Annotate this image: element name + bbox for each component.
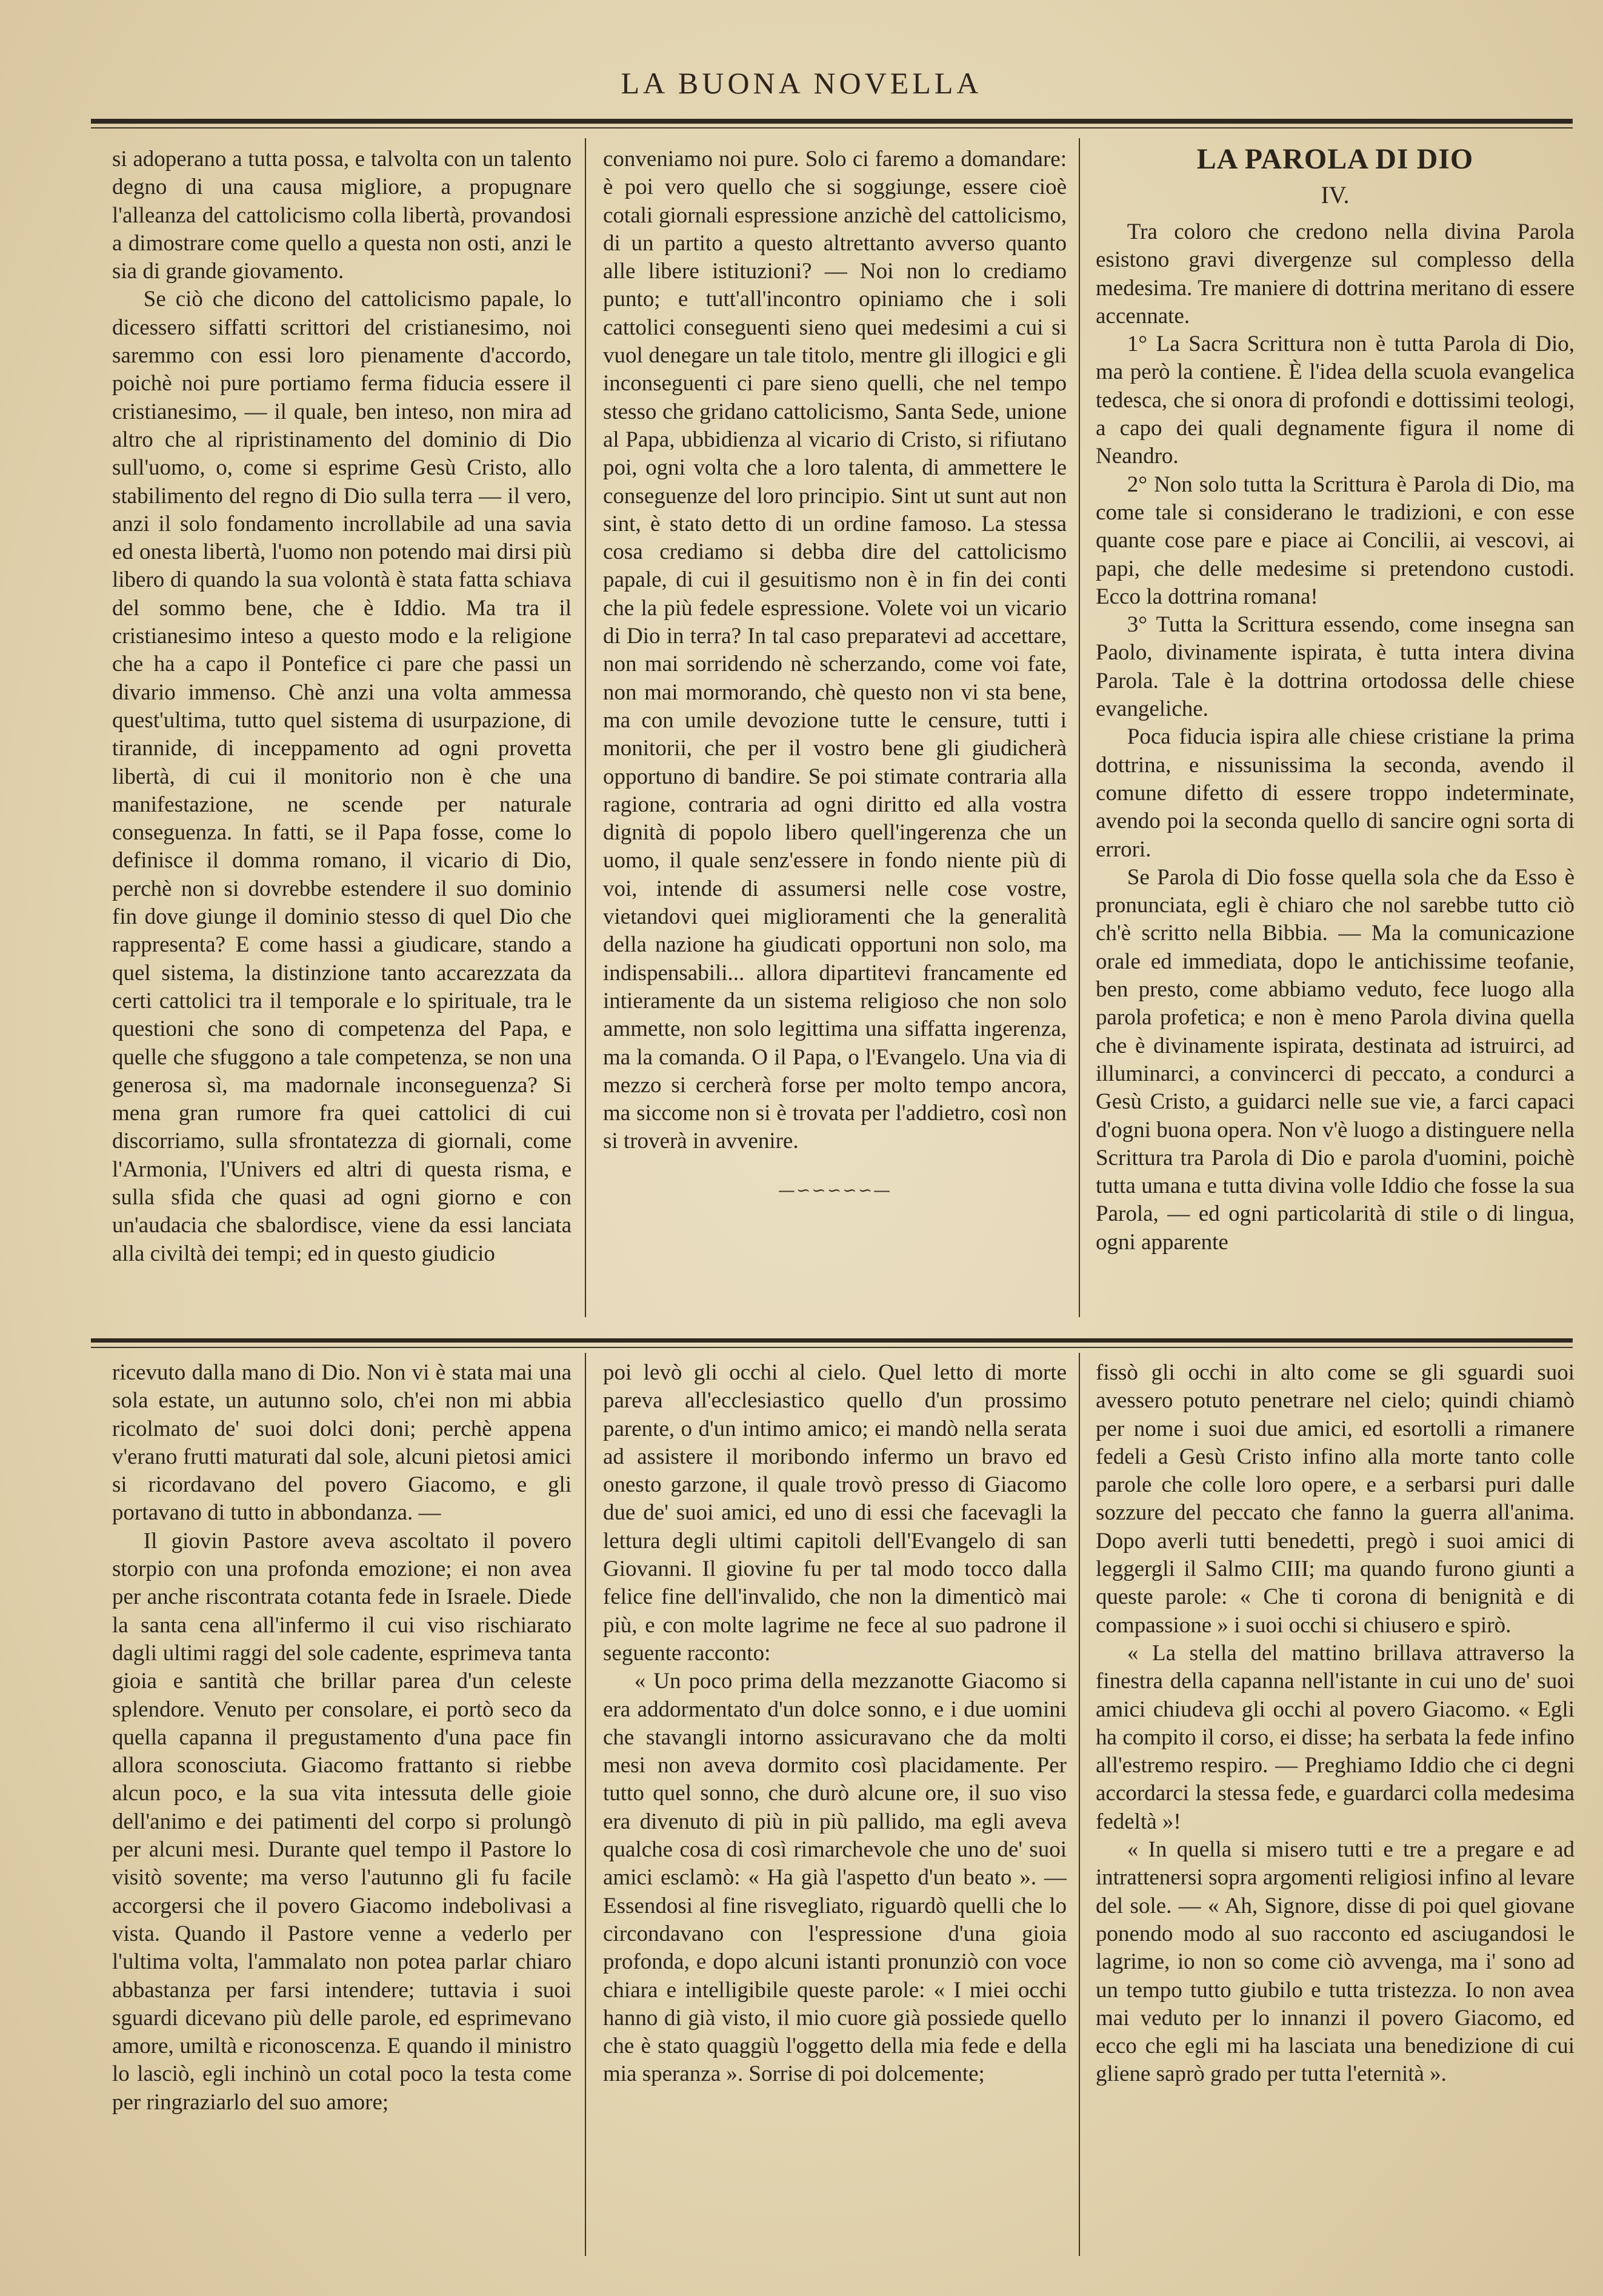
column-rule xyxy=(585,138,586,1317)
paragraph: Se ciò che dicono del cattolicismo papale, lo dicessero siffatti scrittori del cristianesimo, noi saremmo con essi loro pienamente d'accordo, poichè noi pure portiamo ferma fiducia essere il cristianesimo, — il quale, ben inteso, non mira ad altro che al ripristinamento del dominio di Dio sull'uomo, o, come si esprime Gesù Cristo, allo stabilimento del regno di Dio sulla terra — il vero, anzi il solo fondamento incrollabile ad una savia ed onesta libertà, l'uomo non potendo mai dirsi più libero di quando la sua volontà è stata fatta schiava del sommo bene, che è Iddio. Ma tra il cristianesimo inteso a questo modo e la religione che ha a capo il Pontefice ci pare che passi un divario immenso. Chè anzi una volta ammessa quest'ultima, tutto quel sistema di usurpazione, di tirannide, di inceppamento ad ogni provetta libertà, di cui il monitorio non è che una manifestazione, ne scende per naturale conseguenza. In fatti, se il Papa fosse, come lo definisce il domma romano, il vicario di Dio, perchè non si dovrebbe estendere il suo dominio fin dove giunge il dominio stesso di quel Dio che rappresenta? E come hassi a giudicare, stando a quel sistema, la distinzione tanto accarezzata da certi cattolici tra il temporale e lo spirituale, tra le questioni che sono di competenza del Papa, e quelle che sfuggono a tale competenza, se non una generosa sì, ma madornale inconseguenza? Si mena gran rumore fra quei cattolici di cui discorriamo, sulla sfrontatezza di giornali, come l'Armonia, l'Univers ed altri di questa risma, e sulla sfida che quasi ad ogni giorno e con un'audacia che sbalordisce, viene da essi lanciata alla civiltà dei tempi; ed in questo giudicio xyxy=(112,287,572,1266)
paragraph: 1° La Sacra Scrittura non è tutta Parola di Dio, ma però la contiene. È l'idea della scuola evangelica tedesca, che si onora di profondi e dottissimi teologi, a capo dei quali degnamente figura il nome di Neandro. xyxy=(1096,332,1575,469)
paragraph: « In quella si misero tutti e tre a pregare e ad intrattenersi sopra argomenti religiosi infino al levare del sole. — « Ah, Signore, disse di poi quel giovane ponendo modo al suo racconto ed asciugandosi le lagrime, io non so come ciò avvenga, ma i' sono ad un tempo tutto giubilo e tutta tristezza. Io non avea mai veduto per lo innanzi il povero Giacomo, ed ecco che egli mi ha lasciata una benedizione di cui gliene saprò grado per tutta l'eternità ». xyxy=(1096,1837,1575,2087)
paragraph: Tra coloro che credono nella divina Parola esistono gravi divergenze sul complesso della medesima. Tre maniere di dottrina meritano di essere accennate. xyxy=(1096,219,1575,329)
section-title: LA PAROLA DI DIO xyxy=(1196,143,1474,175)
story-column-3 xyxy=(1096,1359,1575,2268)
masthead: LA BUONA NOVELLA xyxy=(621,66,982,100)
paragraph: conveniamo noi pure. Solo ci faremo a domandare: è poi vero quello che si soggiunge, essere cioè cotali giornali espressione anzichè del cattolicismo, di un partito a questo altrettanto avverso quanto alle libere istituzioni? — Noi non lo crediamo punto; e tutt'all'incontro opiniamo che i soli cattolici conseguenti sieno quei medesimi a cui si vuol denegare un tale titolo, mentre gli illogici e gli inconseguenti ci pare sieno quelli, che nel tempo stesso che gridano cattolicismo, Santa Sede, unione al Papa, ubbidienza al vicario di Cristo, si rifiutano poi, ogni volta che a loro talenta, di ammettere le conseguenze del loro principio. Sint ut sunt aut non sint, è stato detto di un ordine famoso. La stessa cosa crediamo si debba dire del cattolicismo papale, di cui il gesuitismo non è in fin dei conti che la più fedele espressione. Volete voi un vicario di Dio in terra? In tal caso preparatevi ad accettare, non mai sorridendo nè scherzando, come voi fate, non mai mormorando, chè questo non vi sta bene, ma con umile devozione tutte le censure, tutti i monitorii, che per il vostro bene gli giudicherà opportuno di bandire. Se poi stimate contraria alla ragione, contraria ad ogni diritto ed alla vostra dignità di popolo libero quell'ingerenza che un uomo, il quale senz'essere in fondo niente più di voi, intende di assumersi nelle cose vostre, vietandovi quei miglioramenti che la generalità della nazione ha giudicati opportuni non solo, ma indispensabili... allora dipartitevi francamente ed intieramente da un sistema religioso che non solo ammette, non solo legittima una siffatta ingerenza, ma la comanda. O il Papa, o l'Evangelo. Una via di mezzo si cercherà forse per molto tempo ancora, ma siccome non si è trovata per l'addietro, così non si troverà in avvenire. xyxy=(603,147,1067,1154)
paragraph: « La stella del mattino brillava attraverso la finestra della capanna nell'istante in cui uno de' suoi amici chiudeva gli occhi al povero Giacomo. « Egli ha compito il corso, ei disse; ha serbata la fede infino all'estremo respiro. — Preghiamo Iddio che ci degni accordarci la stessa fede, e guardarci colla medesima fedeltà »! xyxy=(1096,1640,1575,1834)
paragraph: fissò gli occhi in alto come se gli sguardi suoi avessero potuto penetrare nel cielo; quindi chiamò per nome i suoi due amici, ed esortolli a rimanere fedeli a Gesù Cristo infino alla morte tanto colle parole che colle loro opere, e a serbarsi puri dalle sozzure del peccato che fanno la guerra all'anima. Dopo averli tutti benedetti, pregò i suoi amici di leggergli il Salmo CIII; ma quando furono giunti a queste parole: « Che ti corona di benignità e di compassione » i suoi occhi si chiusero e spirò. xyxy=(1096,1360,1575,1638)
article-column-2 xyxy=(603,145,1067,1324)
section-ornament: —∽∽∽∽∽— xyxy=(778,1180,892,1200)
section-divider xyxy=(91,1338,1573,1343)
paragraph: 3° Tutta la Scrittura essendo, come insegna san Paolo, divinamente ispirata, è tutta intera divina Parola. Tale è la dottrina ortodossa delle chiese evangeliche. xyxy=(1096,612,1575,722)
paragraph: Se Parola di Dio fosse quella sola che da Esso è pronunciata, egli è chiaro che nol sarebbe tutto ciò ch'è scritto nella Bibbia. — Ma la comunicazione orale ed immediata, dopo le antichissime teofanie, ben presto, come abbiamo veduto, fece luogo alla parola profetica; e non è meno Parola divina quella che è divinamente ispirata, destinata ad istruirci, ad illuminarci, a convincerci di peccato, a condurci a Gesù Cristo, a guidarci nelle sue vie, a farci capaci d'ogni buona opera. Non v'è luogo a distinguere nella Scrittura tra Parola di Dio e parola d'uomini, poichè tutta umana e tutta divina volle Iddio che fosse la sua Parola, — ed ogni particolarità di stile o di lingua, ogni apparente xyxy=(1096,864,1575,1255)
paragraph: poi levò gli occhi al cielo. Quel letto di morte pareva all'ecclesiastico quello d'un prossimo parente, o d'un intimo amico; ei mandò nella serata ad assistere il moribondo infermo un bravo ed onesto garzone, il quale trovò presso di Giacomo due de' suoi amici, ed uno di essi che facevagli la lettura degli ultimi capitoli dell'Evangelo di san Giovanni. Il giovine fu per tal modo tocco dalla felice fine dell'invalido, che non la dimenticò mai più, e con molte lagrime ne fece al suo padrone il seguente racconto: xyxy=(603,1360,1067,1666)
paragraph: ricevuto dalla mano di Dio. Non vi è stata mai una sola estate, un autunno solo, ch'ei non mi abbia ricolmato de' suoi dolci doni; perchè appena v'erano frutti maturati dal sole, alcuni pietosi amici si ricordavano del povero Giacomo, e gli portavano di tutto in abbondanza. — xyxy=(112,1360,572,1526)
paragraph: Poca fiducia ispira alle chiese cristiane la prima dottrina, e nissunissima la seconda, avendo il comune difetto di essere troppo indeterminate, avendo poi la seconda quello di sancire ogni sorta di errori. xyxy=(1096,724,1575,862)
paragraph: Il giovin Pastore aveva ascoltato il povero storpio con una profonda emozione; ei non avea per anche riscontrata cotanta fede in Israele. Diede la santa cena all'infermo il cui viso rischiarato dagli ultimi raggi del sole cadente, esprimeva tanta gioia e santità che brillar parea d'un celeste splendore. Venuto per consolare, ei portò seco da quella capanna il pregustamento d'una pace fin allora sconosciuta. Giacomo frattanto si riebbe alcun poco, e la sua vita intessuta delle gioie dell'animo e dei patimenti del corpo si prolungò per alcuni mesi. Durante quel tempo il Pastore lo visitò sovente; ma verso l'autunno gli fu facile accorgersi che il povero Giacomo indebolivasi a vista. Quando il Pastore venne a vederlo per l'ultima volta, l'ammalato non potea parlar chiaro abbastanza per farsi intendere; tuttavia i suoi sguardi dicevano più delle parole, ed esprimevano amore, umiltà e riconoscenza. E quando il ministro lo lasciò, egli inchinò un cotal poco la testa come per ringraziarlo del suo amore; xyxy=(112,1528,572,2115)
header-rule-thin xyxy=(91,127,1573,128)
header-rule xyxy=(91,119,1573,124)
column-rule xyxy=(1079,138,1080,1317)
section-number: IV. xyxy=(1321,181,1350,209)
column-rule xyxy=(1079,1353,1080,2256)
column-rule xyxy=(585,1353,586,2256)
section-divider-thin xyxy=(91,1347,1573,1348)
paragraph: 2° Non solo tutta la Scrittura è Parola di Dio, ma come tale si considerano le tradizioni, e con esse quante cose pare e piace ai Concilii, ai vescovi, ai papi, che delle medesime si pretendono custodi. Ecco la dottrina romana! xyxy=(1096,472,1575,609)
story-column-2 xyxy=(603,1359,1067,2268)
paragraph: si adoperano a tutta possa, e talvolta con un talento degno di una causa migliore, a propugnare l'alleanza del cattolicismo colla libertà, provandosi a dimostrare come quello a questa non osti, anzi le sia di grande giovamento. xyxy=(112,147,572,284)
article-column-3 xyxy=(1096,141,1575,1323)
paragraph: « Un poco prima della mezzanotte Giacomo si era addormentato d'un dolce sonno, e i due uomini che stavangli intorno assicuravano che da molti mesi non aveva dormito così placidamente. Per tutto quel sonno, che durò alcune ore, il suo viso era divenuto di più in più pallido, ma egli aveva qualche cosa di così rimarchevole che uno de' suoi amici esclamò: « Ha già l'aspetto d'un beato ». — Essendosi al fine risvegliato, riguardò quelli che lo circondavano con l'espressione d'una gioia profonda, e dopo alcuni istanti pronunziò con voce chiara e intelligibile queste parole: « I miei occhi hanno di già visto, il mio cuore già possiede quello che è stato quaggiù l'oggetto della mia fede e della mia speranza ». Sorrise di poi dolcemente; xyxy=(603,1669,1067,2087)
story-column-1 xyxy=(112,1359,572,2268)
article-column-1 xyxy=(112,145,572,1324)
